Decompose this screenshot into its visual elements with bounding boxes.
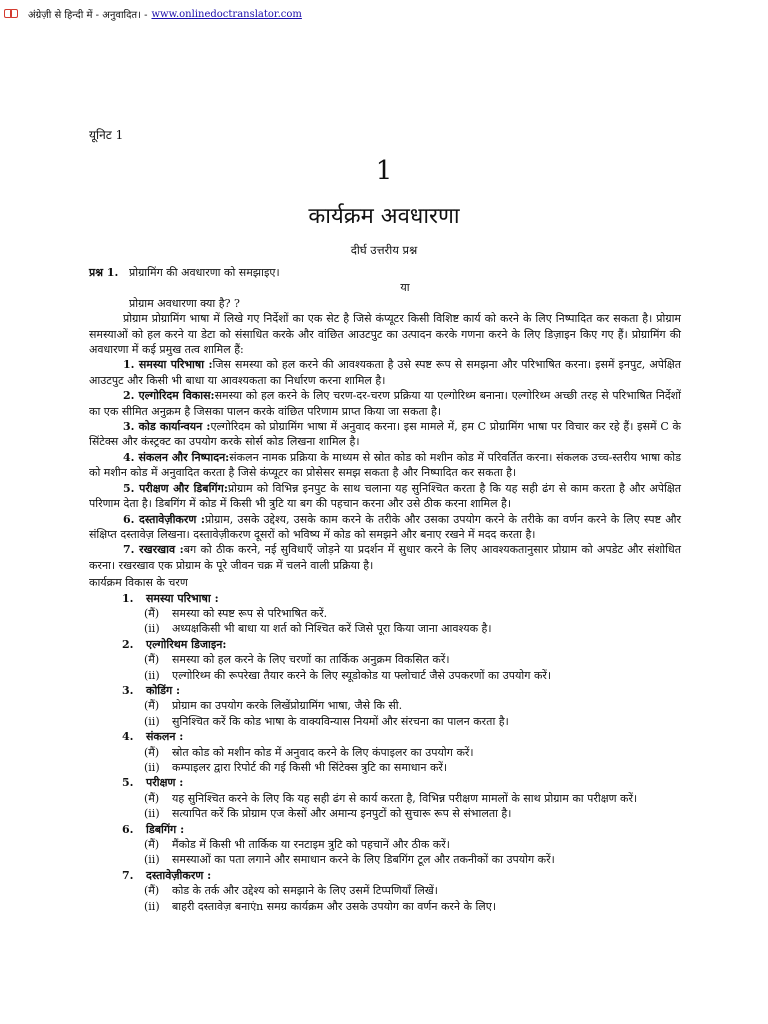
- step-number: 5.: [122, 776, 134, 790]
- step-number: 7.: [122, 868, 134, 882]
- step-item-text: समस्या को स्पष्ट रूप से परिभाषित करें.: [172, 606, 328, 620]
- point-text: प्रोग्राम, उसके उद्देश्य, उसके काम करने के तरीके और उसका उपयोग करने के तरीके का वर्णन करने के लिए स्पष्ट और संक्षिप्त दस्तावेज़ लिखना। दस्तावेज़ीकरण दूसरों को भविष्य में कोड को समझने और बनाए रखने में मदद करता है।: [89, 512, 682, 541]
- step-item-number: (मैं): [144, 791, 160, 805]
- question-alt: प्रोग्राम अवधारणा क्या है? ?: [129, 296, 240, 310]
- step-row: [89, 637, 681, 652]
- point-term: 4. संकलन और निष्पादन:: [123, 450, 230, 464]
- step-item: [89, 714, 681, 729]
- point-term: 7. रखरखाव :: [123, 543, 184, 557]
- answer-point: [89, 512, 681, 543]
- point-text: समस्या को हल करने के लिए चरण-दर-चरण प्रक्रिया या एल्गोरिथ्म बनाना। एल्गोरिथ्म अच्छी तरह से परिभाषित निर्देशों का एक सीमित अनुक्रम है जिसका पालन करके वांछित परिणाम प्राप्त किया जा सकता है।: [89, 389, 681, 418]
- page-content: [89, 265, 681, 914]
- steps-heading: कार्यक्रम विकास के चरण: [89, 576, 188, 590]
- step-row: [89, 822, 681, 837]
- answer-point: [89, 542, 681, 573]
- step-number: 2.: [122, 637, 134, 651]
- steps-list: [89, 591, 681, 915]
- step-item-text: स्रोत कोड को मशीन कोड में अनुवाद करने के लिए कंपाइलर का उपयोग करें।: [172, 745, 474, 759]
- step-title: दस्तावेज़ीकरण :: [146, 868, 212, 882]
- step-number: 1.: [122, 591, 134, 605]
- chapter-title: कार्यक्रम अवधारणा: [308, 204, 460, 229]
- point-text: जिस समस्या को हल करने की आवश्यकता है उसे स्पष्ट रूप से समझना और परिभाषित करना। इसमें इनपुट, अपेक्षित आउटपुट और किसी भी बाधा या आवश्यकता का निर्धारण करना शामिल है।: [89, 358, 681, 387]
- point-term: 6. दस्तावेज़ीकरण :: [123, 512, 205, 526]
- step-item: [89, 606, 681, 621]
- step-number: 4.: [122, 730, 134, 744]
- answer-point: [89, 450, 681, 481]
- step-row: [89, 729, 681, 744]
- step-item-text: मैंकोड में किसी भी तार्किक या रनटाइम त्रुटि को पहचानें और ठीक करें।: [172, 838, 450, 852]
- step-item-number: (ii): [144, 853, 160, 867]
- answer-point: [89, 419, 681, 450]
- step-item-text: प्रोग्राम का उपयोग करके लिखेंप्रोग्रामिंग भाषा, जैसे कि सी.: [172, 699, 403, 713]
- step-item-number: (मैं): [144, 606, 160, 620]
- step-item: [89, 745, 681, 760]
- unit-label: यूनिट 1: [89, 128, 124, 142]
- point-text: एल्गोरिदम को प्रोग्रामिंग भाषा में अनुवाद करना। इस मामले में, हम C प्रोग्रामिंग भाषा पर विचार कर रहे हैं। इसमें C के सिंटेक्स और कंस्ट्रक्ट का उपयोग करके सोर्स कोड लिखना शामिल है।: [89, 420, 681, 449]
- point-term: 1. समस्या परिभाषा :: [123, 358, 213, 372]
- step-item-number: (मैं): [144, 653, 160, 667]
- step-item: [89, 621, 681, 636]
- question-text: प्रोग्रामिंग की अवधारणा को समझाइए।: [129, 266, 280, 279]
- step-title: डिबगिंग :: [146, 822, 185, 836]
- step-item: [89, 899, 681, 914]
- translator-link[interactable]: www.onlinedoctranslator.com: [151, 8, 302, 20]
- step-item-text: समस्या को हल करने के लिए चरणों का तार्किक अनुक्रम विकसित करें।: [172, 653, 450, 667]
- step-row: [89, 868, 681, 883]
- step-item-text: यह सुनिश्चित करने के लिए कि यह सही ढंग से कार्य करता है, विभिन्न परीक्षण मामलों के साथ प्रोग्राम का परीक्षण करें।: [172, 791, 638, 805]
- chapter-number: 1: [375, 156, 393, 186]
- step-item-number: (ii): [144, 761, 160, 774]
- answer-intro: प्रोग्राम प्रोग्रामिंग भाषा में लिखे गए निर्देशों का एक सेट है जिसे कंप्यूटर किसी विशिष्ट कार्य को करने के लिए निष्पादित कर सकता है। प्रोग्राम समस्याओं को हल करने या डेटा को संसाधित करके और वांछित आउटपुट का उत्पादन करके गणना करने के लिए डिज़ाइन किए गए हैं। प्रोग्रामिंग की अवधारणा में कई प्रमुख तत्व शामिल हैं:: [89, 312, 681, 357]
- point-text: प्रोग्राम को विभिन्न इनपुट के साथ चलाना यह सुनिश्चित करता है कि यह सही ढंग से काम करता है और अपेक्षित परिणाम देता है। डिबगिंग में कोड में किसी भी त्रुटि या बग की पहचान करना और उसे ठीक करना शामिल है।: [89, 481, 681, 511]
- step-item: [89, 791, 681, 806]
- step-number: 6.: [122, 822, 134, 836]
- step-item-text: एल्गोरिथ्म की रूपरेखा तैयार करने के लिए स्यूडोकोड या फ्लोचार्ट जैसे उपकरणों का उपयोग करें।: [172, 668, 552, 682]
- step-title: परीक्षण :: [146, 776, 184, 790]
- or-label: या: [400, 281, 410, 295]
- step-item: [89, 652, 681, 667]
- step-row: [89, 683, 681, 698]
- step-title: समस्या परिभाषा :: [146, 591, 219, 605]
- step-title: संकलन :: [146, 730, 184, 744]
- translator-banner: [4, 6, 302, 22]
- step-row: [89, 591, 681, 606]
- point-term: 3. कोड कार्यान्वयन :: [123, 420, 211, 434]
- step-item: [89, 668, 681, 683]
- step-item-number: (मैं): [144, 699, 160, 713]
- step-number: 3.: [122, 683, 134, 697]
- step-item-text: समस्याओं का पता लगाने और समाधान करने के लिए डिबगिंग टूल और तकनीकों का उपयोग करें।: [172, 853, 555, 867]
- step-title: एल्गोरिथम डिजाइन:: [146, 637, 227, 651]
- step-row: [89, 775, 681, 790]
- answer-points: [89, 357, 681, 573]
- step-item-number: (ii): [144, 668, 160, 682]
- step-item-number: (ii): [144, 622, 160, 636]
- step-item-number: (ii): [144, 807, 160, 821]
- step-item: [89, 852, 681, 867]
- step-item-text: सत्यापित करें कि प्रोग्राम एज केसों और अमान्य इनपुटों को सुचारू रूप से संभालता है।: [172, 807, 512, 821]
- step-item-number: (मैं): [144, 884, 160, 898]
- step-item-text: कोड के तर्क और उद्देश्य को समझाने के लिए उसमें टिप्पणियाँ लिखें।: [172, 884, 438, 898]
- question-label: प्रश्न 1.: [89, 266, 119, 279]
- step-item-number: (मैं): [144, 838, 160, 852]
- step-item-text: अध्यक्षकिसी भी बाधा या शर्त को निश्चित करें जिसे पूरा किया जाना आवश्यक है।: [172, 622, 492, 636]
- step-item: [89, 760, 681, 775]
- step-item-number: (ii): [144, 899, 160, 913]
- section-heading: दीर्घ उत्तरीय प्रश्न: [350, 243, 418, 257]
- step-item: [89, 698, 681, 713]
- answer-point: [89, 357, 681, 388]
- step-item: [89, 883, 681, 898]
- banner-text: अंग्रेज़ी से हिन्दी में - अनुवादित। -: [28, 10, 148, 21]
- step-item-number: (ii): [144, 714, 160, 728]
- step-title: कोडिंग :: [146, 683, 181, 697]
- step-item: [89, 837, 681, 852]
- point-term: 5. परीक्षण और डिबगिंग:: [123, 481, 228, 495]
- step-item-number: (मैं): [144, 745, 160, 759]
- answer-point: [89, 481, 681, 512]
- point-term: 2. एल्गोरिदम विकास:: [123, 389, 215, 403]
- step-item-text: सुनिश्चित करें कि कोड भाषा के वाक्यविन्यास नियमों और संरचना का पालन करता है।: [172, 714, 509, 728]
- question-row: [89, 265, 681, 280]
- step-item: [89, 806, 681, 821]
- step-item-text: कम्पाइलर द्वारा रिपोर्ट की गई किसी भी सिंटेक्स त्रुटि का समाधान करें।: [172, 761, 448, 774]
- pdf-logo-icon: [4, 8, 18, 20]
- point-text: संकलन नामक प्रक्रिया के माध्यम से स्रोत कोड को मशीन कोड में परिवर्तित करना। संकलक उच्च-स्तरीय भाषा कोड को मशीन कोड में अनुवादित करता है जिसे कंप्यूटर का प्रोसेसर समझ सकता है और निष्पादित कर सकता है।: [89, 450, 681, 480]
- step-item-text: बाहरी दस्तावेज़ बनाएंn समग्र कार्यक्रम और उसके उपयोग का वर्णन करने के लिए।: [172, 899, 497, 913]
- answer-point: [89, 388, 681, 419]
- point-text: बग को ठीक करने, नई सुविधाएँ जोड़ने या प्रदर्शन में सुधार करने के लिए आवश्यकतानुसार प्रोग्राम को अपडेट और संशोधित करना। रखरखाव एक प्रोग्राम के पूरे जीवन चक्र में चलने वाली प्रक्रिया है।: [89, 543, 681, 572]
